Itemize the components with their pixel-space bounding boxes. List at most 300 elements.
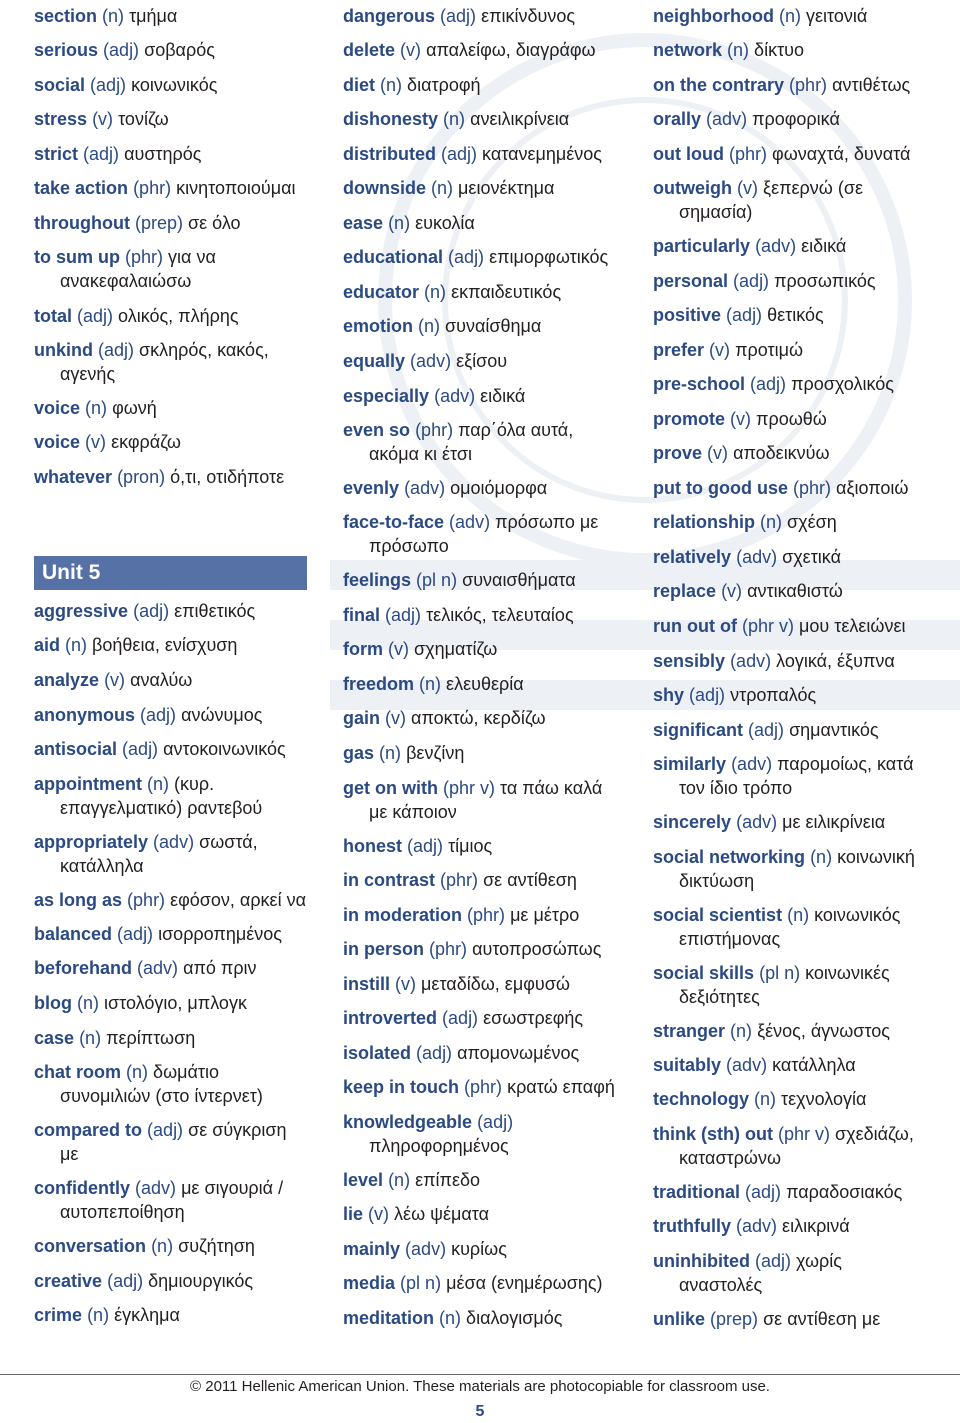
vocab-entry bbox=[653, 718, 953, 742]
headword: out loud bbox=[653, 144, 724, 164]
headword: positive bbox=[653, 305, 722, 325]
part-of-speech: (v) bbox=[388, 639, 410, 659]
translation: τα πάω καλά bbox=[500, 778, 603, 798]
vocab-entry bbox=[653, 407, 953, 431]
part-of-speech: (phr v) bbox=[443, 778, 496, 798]
translation: μειονέκτημα bbox=[458, 178, 555, 198]
vocab-entry bbox=[653, 107, 953, 131]
translation: σε όλο bbox=[188, 213, 241, 233]
headword: in contrast bbox=[343, 870, 436, 890]
headword: appointment bbox=[34, 774, 142, 794]
translation: γειτονιά bbox=[806, 6, 868, 26]
vocab-entry bbox=[343, 418, 633, 466]
part-of-speech: (prep) bbox=[134, 213, 183, 233]
part-of-speech: (adj) bbox=[477, 1112, 514, 1132]
headword: social skills bbox=[653, 963, 755, 983]
translation: ολικός, πλήρης bbox=[118, 306, 239, 326]
translation: ευκολία bbox=[415, 213, 475, 233]
translation: εφόσον, αρκεί να bbox=[170, 890, 306, 910]
headword: on the contrary bbox=[653, 75, 785, 95]
translation: κοινωνική bbox=[837, 847, 915, 867]
headword: compared to bbox=[34, 1120, 143, 1140]
vocab-entry bbox=[343, 903, 633, 927]
vocab-entry bbox=[653, 1249, 953, 1297]
translation: παρομοίως, κατά bbox=[777, 754, 914, 774]
headword: ease bbox=[343, 213, 384, 233]
translation: λέω ψέματα bbox=[394, 1204, 490, 1224]
translation: μου τελειώνει bbox=[799, 616, 906, 636]
part-of-speech: (adv) bbox=[449, 512, 491, 532]
translation: χωρίς bbox=[796, 1251, 842, 1271]
translation: σχετικά bbox=[782, 547, 841, 567]
part-of-speech: (v) bbox=[707, 443, 729, 463]
vocab-entry bbox=[343, 834, 633, 858]
headword: analyze bbox=[34, 670, 100, 690]
headword: isolated bbox=[343, 1043, 412, 1063]
headword: creative bbox=[34, 1271, 103, 1291]
translation: κινητοποιούμαι bbox=[176, 178, 296, 198]
vocab-entry bbox=[34, 38, 314, 62]
part-of-speech: (v) bbox=[385, 708, 407, 728]
headword: relatively bbox=[653, 547, 732, 567]
translation: με ειλικρίνεια bbox=[782, 812, 886, 832]
vocab-entry bbox=[653, 234, 953, 258]
headword: beforehand bbox=[34, 958, 133, 978]
part-of-speech: (adj) bbox=[416, 1043, 453, 1063]
vocab-entry bbox=[653, 303, 953, 327]
part-of-speech: (adj) bbox=[77, 306, 114, 326]
headword: relationship bbox=[653, 512, 756, 532]
headword: voice bbox=[34, 432, 81, 452]
part-of-speech: (adj) bbox=[90, 75, 127, 95]
translation: φωναχτά, δυνατά bbox=[772, 144, 911, 164]
headword: social networking bbox=[653, 847, 806, 867]
page-number: 5 bbox=[475, 1403, 485, 1420]
part-of-speech: (pl n) bbox=[759, 963, 801, 983]
headword: strict bbox=[34, 144, 79, 164]
translation: διατροφή bbox=[407, 75, 481, 95]
part-of-speech: (adj) bbox=[448, 247, 485, 267]
translation: κατανεμημένος bbox=[482, 144, 602, 164]
vocab-entry bbox=[343, 476, 633, 500]
vocab-entry bbox=[653, 1122, 953, 1170]
headword: put to good use bbox=[653, 478, 788, 498]
headword: unlike bbox=[653, 1309, 706, 1329]
part-of-speech: (n) bbox=[424, 282, 447, 302]
headword: balanced bbox=[34, 924, 113, 944]
translation: με μέτρο bbox=[510, 905, 580, 925]
part-of-speech: (n) bbox=[79, 1028, 102, 1048]
part-of-speech: (phr) bbox=[793, 478, 832, 498]
translation-continued: ακόμα κι έτσι bbox=[369, 444, 472, 464]
translation-continued: αγενής bbox=[60, 364, 116, 384]
headword: crime bbox=[34, 1305, 83, 1325]
headword: dangerous bbox=[343, 6, 436, 26]
translation: ξένος, άγνωστος bbox=[757, 1021, 890, 1041]
headword: anonymous bbox=[34, 705, 136, 725]
headword: network bbox=[653, 40, 723, 60]
vocab-entry bbox=[343, 637, 633, 661]
vocab-entry bbox=[343, 706, 633, 730]
part-of-speech: (n) bbox=[443, 109, 466, 129]
vocab-entry bbox=[34, 922, 314, 946]
vocab-entry bbox=[653, 752, 953, 800]
headword: stress bbox=[34, 109, 88, 129]
headword: dishonesty bbox=[343, 109, 439, 129]
part-of-speech: (n) bbox=[77, 993, 100, 1013]
translation: τελικός, τελευταίος bbox=[426, 605, 574, 625]
part-of-speech: (n) bbox=[754, 1089, 777, 1109]
vocab-entry bbox=[34, 599, 314, 623]
part-of-speech: (n) bbox=[87, 1305, 110, 1325]
vocab-entry bbox=[34, 304, 314, 328]
headword: uninhibited bbox=[653, 1251, 750, 1271]
part-of-speech: (phr) bbox=[467, 905, 506, 925]
translation: ειδικά bbox=[801, 236, 847, 256]
headword: throughout bbox=[34, 213, 130, 233]
translation: προφορικά bbox=[752, 109, 840, 129]
translation: από πριν bbox=[183, 958, 257, 978]
translation-continued: τον ίδιο τρόπο bbox=[679, 778, 793, 798]
headword: shy bbox=[653, 685, 685, 705]
part-of-speech: (v) bbox=[721, 581, 743, 601]
part-of-speech: (adv) bbox=[726, 1055, 768, 1075]
translation: ανειλικρίνεια bbox=[470, 109, 570, 129]
translation: τίμιος bbox=[448, 836, 493, 856]
part-of-speech: (phr v) bbox=[778, 1124, 831, 1144]
part-of-speech: (n) bbox=[787, 905, 810, 925]
translation: ξεπερνώ (σε bbox=[763, 178, 863, 198]
headword: feelings bbox=[343, 570, 412, 590]
translation: σημαντικός bbox=[789, 720, 879, 740]
translation: σχέση bbox=[787, 512, 837, 532]
headword: serious bbox=[34, 40, 99, 60]
part-of-speech: (adj) bbox=[107, 1271, 144, 1291]
headword: in person bbox=[343, 939, 425, 959]
vocab-entry bbox=[343, 603, 633, 627]
vocab-entry bbox=[343, 1041, 633, 1065]
part-of-speech: (n) bbox=[760, 512, 783, 532]
translation-continued: καταστρώνω bbox=[679, 1148, 782, 1168]
headword: promote bbox=[653, 409, 725, 429]
part-of-speech: (adj) bbox=[98, 340, 135, 360]
headword: media bbox=[343, 1273, 396, 1293]
headword: form bbox=[343, 639, 383, 659]
part-of-speech: (adv) bbox=[736, 1216, 778, 1236]
part-of-speech: (v) bbox=[104, 670, 126, 690]
translation: προωθώ bbox=[756, 409, 827, 429]
headword: appropriately bbox=[34, 832, 149, 852]
part-of-speech: (n) bbox=[379, 743, 402, 763]
vocab-entry bbox=[34, 73, 314, 97]
headword: educator bbox=[343, 282, 420, 302]
translation-continued: επαγγελματικό) ραντεβού bbox=[60, 798, 263, 818]
translation: προσχολικός bbox=[791, 374, 894, 394]
vocab-entry bbox=[653, 1307, 953, 1331]
headword: keep in touch bbox=[343, 1077, 460, 1097]
vocab-entry bbox=[34, 430, 314, 454]
headword: delete bbox=[343, 40, 396, 60]
part-of-speech: (adv) bbox=[730, 651, 772, 671]
vocab-entry bbox=[343, 1237, 633, 1261]
part-of-speech: (adj) bbox=[745, 1182, 782, 1202]
vocab-entry bbox=[34, 1269, 314, 1293]
headword: level bbox=[343, 1170, 384, 1190]
vocab-entry bbox=[343, 142, 633, 166]
vocab-entry bbox=[343, 972, 633, 996]
translation: πρόσωπο με bbox=[495, 512, 599, 532]
part-of-speech: (prep) bbox=[710, 1309, 759, 1329]
part-of-speech: (n) bbox=[388, 1170, 411, 1190]
headword: aid bbox=[34, 635, 61, 655]
part-of-speech: (adj) bbox=[750, 374, 787, 394]
vocab-entry bbox=[653, 338, 953, 362]
headword: suitably bbox=[653, 1055, 722, 1075]
part-of-speech: (n) bbox=[388, 213, 411, 233]
part-of-speech: (v) bbox=[400, 40, 422, 60]
headword: unkind bbox=[34, 340, 93, 360]
headword: lie bbox=[343, 1204, 364, 1224]
vocab-entry bbox=[343, 107, 633, 131]
headword: knowledgeable bbox=[343, 1112, 473, 1132]
part-of-speech: (adj) bbox=[442, 1008, 479, 1028]
part-of-speech: (adj) bbox=[726, 305, 763, 325]
headword: chat room bbox=[34, 1062, 122, 1082]
translation: αντικαθιστώ bbox=[747, 581, 843, 601]
translation: εκπαιδευτικός bbox=[451, 282, 562, 302]
translation: ό,τι, οτιδήποτε bbox=[170, 467, 285, 487]
vocab-entry bbox=[343, 1168, 633, 1192]
translation: σχεδιάζω, bbox=[835, 1124, 914, 1144]
translation: σε αντίθεση με bbox=[763, 1309, 881, 1329]
vocab-entry bbox=[653, 38, 953, 62]
part-of-speech: (n) bbox=[730, 1021, 753, 1041]
headword: social scientist bbox=[653, 905, 783, 925]
part-of-speech: (adj) bbox=[140, 705, 177, 725]
part-of-speech: (phr) bbox=[415, 420, 454, 440]
vocab-entry bbox=[34, 668, 314, 692]
headword: to sum up bbox=[34, 247, 120, 267]
part-of-speech: (adj) bbox=[755, 1251, 792, 1271]
part-of-speech: (pl n) bbox=[416, 570, 458, 590]
headword: especially bbox=[343, 386, 430, 406]
vocab-entry bbox=[653, 1214, 953, 1238]
part-of-speech: (phr) bbox=[729, 144, 768, 164]
headword: get on with bbox=[343, 778, 438, 798]
translation: κατάλληλα bbox=[772, 1055, 856, 1075]
vocab-entry bbox=[34, 772, 314, 820]
vocab-entry bbox=[343, 38, 633, 62]
translation-continued: κατάλληλα bbox=[60, 856, 144, 876]
translation: τεχνολογία bbox=[781, 1089, 867, 1109]
part-of-speech: (v) bbox=[85, 432, 107, 452]
translation: σχηματίζω bbox=[414, 639, 498, 659]
translation: ομοιόμορφα bbox=[450, 478, 548, 498]
part-of-speech: (adv) bbox=[135, 1178, 177, 1198]
vocab-entry bbox=[343, 4, 633, 28]
headword: mainly bbox=[343, 1239, 401, 1259]
vocab-entry bbox=[653, 845, 953, 893]
translation: παρ΄όλα αυτά, bbox=[458, 420, 574, 440]
headword: truthfully bbox=[653, 1216, 731, 1236]
headword: gas bbox=[343, 743, 375, 763]
headword: blog bbox=[34, 993, 72, 1013]
vocab-entry bbox=[34, 465, 314, 489]
headword: run out of bbox=[653, 616, 737, 636]
translation-continued: πρόσωπο bbox=[369, 536, 449, 556]
headword: significant bbox=[653, 720, 744, 740]
translation: προσωπικός bbox=[774, 271, 876, 291]
translation: αξιοποιώ bbox=[836, 478, 909, 498]
headword: voice bbox=[34, 398, 81, 418]
part-of-speech: (adj) bbox=[83, 144, 120, 164]
vocab-entry bbox=[653, 441, 953, 465]
vocab-entry bbox=[34, 830, 314, 878]
translation: εκφράζω bbox=[111, 432, 181, 452]
vocab-entry bbox=[34, 1026, 314, 1050]
vocab-entry bbox=[653, 683, 953, 707]
translation: συναίσθημα bbox=[445, 316, 542, 336]
translation: απομονωμένος bbox=[457, 1043, 580, 1063]
translation-continued: αναστολές bbox=[679, 1275, 763, 1295]
headword: gain bbox=[343, 708, 381, 728]
translation: κοινωνικός bbox=[131, 75, 218, 95]
headword: traditional bbox=[653, 1182, 741, 1202]
translation: σε σύγκριση bbox=[188, 1120, 287, 1140]
translation-continued: δεξιότητες bbox=[679, 987, 760, 1007]
translation: ειλικρινά bbox=[782, 1216, 850, 1236]
part-of-speech: (phr) bbox=[133, 178, 172, 198]
vocab-entry bbox=[343, 176, 633, 200]
headword: confidently bbox=[34, 1178, 131, 1198]
translation: (κυρ. bbox=[174, 774, 215, 794]
part-of-speech: (v) bbox=[730, 409, 752, 429]
part-of-speech: (n) bbox=[727, 40, 750, 60]
headword: as long as bbox=[34, 890, 123, 910]
translation: απαλείφω, διαγράφω bbox=[426, 40, 596, 60]
translation: εξίσου bbox=[456, 351, 508, 371]
translation: ελευθερία bbox=[446, 674, 524, 694]
translation: δωμάτιο bbox=[153, 1062, 220, 1082]
headword: educational bbox=[343, 247, 444, 267]
headword: prefer bbox=[653, 340, 705, 360]
vocab-entry bbox=[653, 1019, 953, 1043]
translation: σε αντίθεση bbox=[483, 870, 577, 890]
vocab-entry bbox=[34, 245, 314, 293]
vocab-entry bbox=[34, 176, 314, 200]
vocab-entry bbox=[34, 4, 314, 28]
vocab-entry bbox=[343, 211, 633, 235]
vocab-entry bbox=[653, 903, 953, 951]
headword: meditation bbox=[343, 1308, 435, 1328]
translation: συζήτηση bbox=[178, 1236, 255, 1256]
vocab-entry bbox=[343, 868, 633, 892]
translation: θετικός bbox=[767, 305, 824, 325]
translation: ισορροπημένος bbox=[158, 924, 282, 944]
vocab-entry bbox=[34, 211, 314, 235]
part-of-speech: (phr) bbox=[789, 75, 828, 95]
headword: honest bbox=[343, 836, 403, 856]
part-of-speech: (phr v) bbox=[742, 616, 795, 636]
translation: ντροπαλός bbox=[730, 685, 817, 705]
headword: in moderation bbox=[343, 905, 463, 925]
vocab-entry bbox=[653, 649, 953, 673]
part-of-speech: (phr) bbox=[127, 890, 166, 910]
headword: conversation bbox=[34, 1236, 147, 1256]
vocab-entry bbox=[34, 142, 314, 166]
translation: επιθετικός bbox=[174, 601, 256, 621]
part-of-speech: (adv) bbox=[736, 812, 778, 832]
headword: final bbox=[343, 605, 381, 625]
part-of-speech: (adv) bbox=[410, 351, 452, 371]
vocab-entry bbox=[34, 1060, 314, 1108]
part-of-speech: (n) bbox=[419, 674, 442, 694]
part-of-speech: (adj) bbox=[133, 601, 170, 621]
part-of-speech: (n) bbox=[810, 847, 833, 867]
part-of-speech: (v) bbox=[368, 1204, 390, 1224]
translation: φωνή bbox=[112, 398, 157, 418]
translation: εσωστρεφής bbox=[483, 1008, 584, 1028]
headword: sensibly bbox=[653, 651, 726, 671]
translation: τμήμα bbox=[129, 6, 178, 26]
translation: με σιγουριά / bbox=[181, 1178, 284, 1198]
vocab-entry bbox=[343, 1075, 633, 1099]
part-of-speech: (adv) bbox=[137, 958, 179, 978]
headword: face-to-face bbox=[343, 512, 445, 532]
headword: emotion bbox=[343, 316, 413, 336]
headword: evenly bbox=[343, 478, 400, 498]
headword: whatever bbox=[34, 467, 113, 487]
headword: equally bbox=[343, 351, 406, 371]
part-of-speech: (adj) bbox=[440, 6, 477, 26]
part-of-speech: (adv) bbox=[706, 109, 748, 129]
translation: ειδικά bbox=[480, 386, 526, 406]
translation: κρατώ επαφή bbox=[507, 1077, 615, 1097]
translation-continued: σημασία) bbox=[679, 202, 753, 222]
part-of-speech: (n) bbox=[779, 6, 801, 26]
vocab-entry bbox=[343, 73, 633, 97]
translation-continued: πληροφορημένος bbox=[369, 1136, 509, 1156]
headword: neighborhood bbox=[653, 6, 774, 26]
headword: stranger bbox=[653, 1021, 726, 1041]
translation-continued: αυτοπεποίθηση bbox=[60, 1202, 185, 1222]
translation: σοβαρός bbox=[144, 40, 215, 60]
translation: δημιουργικός bbox=[148, 1271, 254, 1291]
translation: αυστηρός bbox=[124, 144, 202, 164]
translation: παραδοσιακός bbox=[786, 1182, 903, 1202]
vocab-entry bbox=[653, 269, 953, 293]
vocab-entry bbox=[343, 1271, 633, 1295]
copyright-notice: © 2011 Hellenic American Union. These materials are photocopiable for classroom use. bbox=[190, 1378, 770, 1395]
vocab-entry bbox=[653, 372, 953, 396]
translation: μεταδίδω, εμφυσώ bbox=[421, 974, 570, 994]
headword: social bbox=[34, 75, 86, 95]
part-of-speech: (adj) bbox=[407, 836, 444, 856]
part-of-speech: (adv) bbox=[405, 1239, 447, 1259]
part-of-speech: (pl n) bbox=[400, 1273, 442, 1293]
part-of-speech: (adv) bbox=[434, 386, 476, 406]
translation: επίπεδο bbox=[415, 1170, 480, 1190]
vocab-entry bbox=[343, 384, 633, 408]
translation: λογικά, έξυπνα bbox=[776, 651, 895, 671]
vocab-entry bbox=[653, 614, 953, 638]
part-of-speech: (n) bbox=[151, 1236, 174, 1256]
part-of-speech: (n) bbox=[431, 178, 454, 198]
part-of-speech: (pron) bbox=[117, 467, 166, 487]
part-of-speech: (phr) bbox=[125, 247, 164, 267]
unit-heading: Unit 5 bbox=[34, 556, 307, 590]
headword: technology bbox=[653, 1089, 750, 1109]
